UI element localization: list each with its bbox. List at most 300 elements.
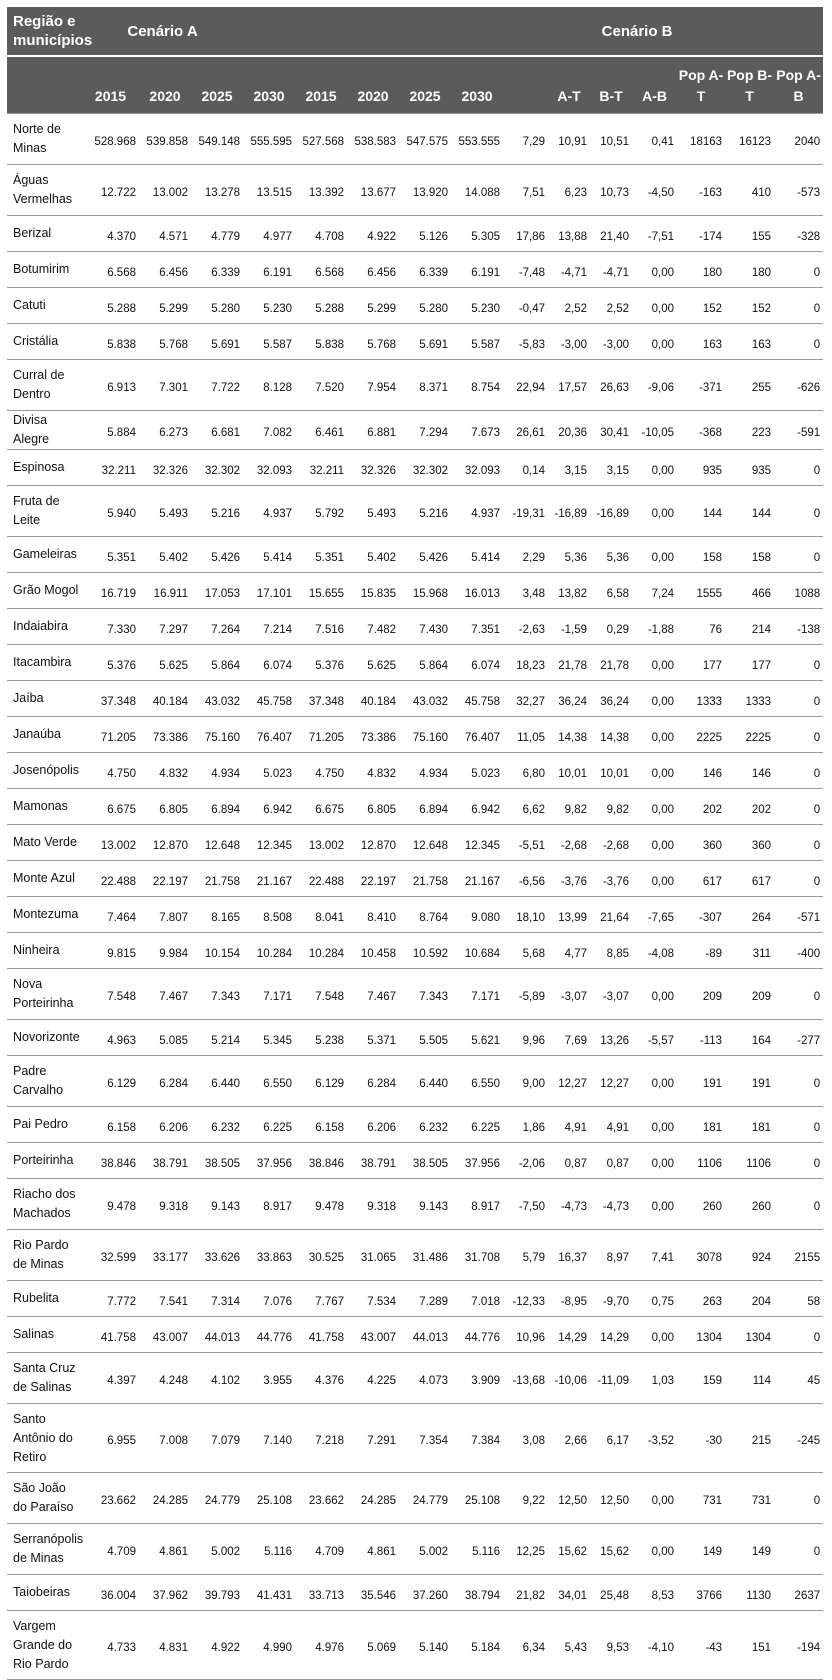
table-cell: 13.002 [139,165,191,216]
table-cell: 4.861 [139,1524,191,1575]
table-cell: 45.758 [451,681,503,717]
table-cell: 4.376 [295,1353,347,1404]
table-cell: 24.285 [347,1473,399,1524]
table-cell: 7.076 [243,1281,295,1317]
table-cell: 6.681 [191,411,243,450]
table-cell: 0 [774,969,823,1020]
table-cell: 410 [725,165,774,216]
table-cell: 164 [725,1020,774,1056]
table-cell: -3,76 [590,861,632,897]
population-table-container [7,7,823,1680]
table-cell: 22.488 [295,861,347,897]
table-cell: 7.351 [451,609,503,645]
table-cell: 14,38 [548,717,590,753]
table-cell: -5,89 [503,969,548,1020]
table-row [7,933,823,969]
table-cell: 20,36 [548,411,590,450]
table-cell: 6.273 [139,411,191,450]
table-cell: 15,62 [590,1524,632,1575]
table-cell: 0,14 [503,450,548,486]
table-cell: -13,68 [503,1353,548,1404]
table-cell: 10.592 [399,933,451,969]
table-cell: 4.370 [82,216,139,252]
table-cell: 7.354 [399,1404,451,1473]
table-cell: 6.955 [82,1404,139,1473]
table-cell: 5.884 [82,411,139,450]
table-cell: 5.345 [243,1020,295,1056]
table-cell: 7.430 [399,609,451,645]
table-cell: 40.184 [347,681,399,717]
table-cell: 5.838 [295,324,347,360]
table-cell: 0 [774,861,823,897]
table-cell: 209 [725,969,774,1020]
table-row [7,1143,823,1179]
table-cell: 9,82 [590,789,632,825]
table-row [7,252,823,288]
table-cell: 5.864 [191,645,243,681]
table-cell: 6,62 [503,789,548,825]
table-cell: 45 [774,1353,823,1404]
table-cell: 4,91 [590,1107,632,1143]
table-cell: 7,69 [548,1020,590,1056]
table-cell: -10,06 [548,1353,590,1404]
table-row [7,1107,823,1143]
table-cell: 555.595 [243,114,295,165]
table-cell: 935 [725,450,774,486]
table-cell: 6.550 [451,1056,503,1107]
table-cell: 7.467 [347,969,399,1020]
table-cell: 75.160 [191,717,243,753]
table-cell: 0,00 [632,450,677,486]
table-cell: 6.456 [347,252,399,288]
table-cell: 21,82 [503,1575,548,1611]
table-cell: 8,97 [590,1230,632,1281]
table-cell: 4.832 [347,753,399,789]
column-header [503,56,548,114]
municipality-name: Monte Azul [7,861,82,897]
table-cell: 13,99 [548,897,590,933]
table-cell: 7.520 [295,360,347,411]
table-cell: 5.402 [347,537,399,573]
table-cell: 5,36 [590,537,632,573]
table-cell: 14.088 [451,165,503,216]
table-cell: 2637 [774,1575,823,1611]
table-cell: 6,34 [503,1611,548,1680]
table-cell: 0 [774,450,823,486]
table-cell: 32,27 [503,681,548,717]
table-cell: 5.230 [451,288,503,324]
table-cell: 7.297 [139,609,191,645]
table-cell: 0,00 [632,861,677,897]
table-cell: 209 [677,969,725,1020]
table-row [7,360,823,411]
table-cell: 18,10 [503,897,548,933]
column-header: 2015 [295,56,347,114]
table-cell: 6.456 [139,252,191,288]
table-cell: 2040 [774,114,823,165]
table-cell: 0 [774,486,823,537]
column-header: B-T [590,56,632,114]
table-cell: 527.568 [295,114,347,165]
table-cell: 3078 [677,1230,725,1281]
table-cell: 4.733 [82,1611,139,1680]
table-cell: 3,48 [503,573,548,609]
table-row [7,1056,823,1107]
table-cell: 21.167 [243,861,295,897]
table-cell: 159 [677,1353,725,1404]
column-header: Pop A-B [774,56,823,114]
table-cell: 6.191 [451,252,503,288]
table-cell: 6.894 [399,789,451,825]
table-cell: 41.431 [243,1575,295,1611]
table-cell: -113 [677,1020,725,1056]
table-cell: 13.278 [191,165,243,216]
table-cell: 0,00 [632,645,677,681]
table-cell: 6.550 [243,1056,295,1107]
table-cell: 151 [725,1611,774,1680]
table-cell: 5.493 [347,486,399,537]
table-cell: 547.575 [399,114,451,165]
municipality-name: Mamonas [7,789,82,825]
municipality-name: Botumirim [7,252,82,288]
table-cell: 5.402 [139,537,191,573]
table-cell: -328 [774,216,823,252]
table-cell: 32.302 [191,450,243,486]
table-body [7,114,823,1680]
table-cell: 6,58 [590,573,632,609]
table-cell: 37.956 [243,1143,295,1179]
table-cell: 2,29 [503,537,548,573]
table-cell: 7.214 [243,609,295,645]
table-cell: 10.684 [451,933,503,969]
table-cell: -163 [677,165,725,216]
table-cell: 6.805 [347,789,399,825]
table-cell: 6,17 [590,1404,632,1473]
column-header: Pop B-T [725,56,774,114]
table-cell: 7.008 [139,1404,191,1473]
table-cell: 0 [774,753,823,789]
table-cell: 5.625 [347,645,399,681]
table-cell: -4,73 [548,1179,590,1230]
table-row [7,1473,823,1524]
municipality-name: Josenópolis [7,753,82,789]
table-cell: 360 [725,825,774,861]
table-cell: 7.264 [191,609,243,645]
table-cell: 7.516 [295,609,347,645]
table-cell: 163 [677,324,725,360]
table-cell: 4.937 [243,486,295,537]
table-cell: 0,00 [632,1056,677,1107]
table-cell: 0 [774,537,823,573]
table-cell: 4.934 [191,753,243,789]
table-cell: 12,27 [590,1056,632,1107]
table-cell: 1304 [677,1317,725,1353]
column-header: 2030 [451,56,503,114]
table-row [7,1575,823,1611]
table-cell: 263 [677,1281,725,1317]
table-cell: 10.284 [243,933,295,969]
table-cell: 0 [774,1056,823,1107]
table-cell: 6.339 [191,252,243,288]
table-cell: 264 [725,897,774,933]
table-cell: 9.318 [139,1179,191,1230]
table-cell: 7,41 [632,1230,677,1281]
municipality-name: Novorizonte [7,1020,82,1056]
table-cell: 5.216 [191,486,243,537]
table-cell: 7.673 [451,411,503,450]
table-row [7,1179,823,1230]
table-cell: 5.493 [139,486,191,537]
table-cell: 32.326 [347,450,399,486]
table-cell: 7.384 [451,1404,503,1473]
table-cell: -16,89 [590,486,632,537]
table-cell: 13.515 [243,165,295,216]
table-row [7,324,823,360]
table-cell: 5.414 [451,537,503,573]
table-cell: 17,86 [503,216,548,252]
table-cell: 24.285 [139,1473,191,1524]
table-cell: 7.314 [191,1281,243,1317]
table-cell: 43.032 [191,681,243,717]
table-cell: 5.376 [295,645,347,681]
table-cell: 5.376 [82,645,139,681]
table-cell: 5.691 [191,324,243,360]
table-cell: -3,07 [590,969,632,1020]
table-cell: 0,00 [632,1179,677,1230]
table-cell: 6.440 [191,1056,243,1107]
table-cell: 17,57 [548,360,590,411]
scenario-b-header: Cenário B [451,7,823,56]
table-cell: -1,88 [632,609,677,645]
table-cell: -9,06 [632,360,677,411]
table-cell: 7.171 [451,969,503,1020]
table-cell: 6.675 [295,789,347,825]
municipality-name: Divisa Alegre [7,411,82,450]
table-cell: 5.299 [139,288,191,324]
table-cell: 8.754 [451,360,503,411]
table-cell: 10.458 [347,933,399,969]
table-cell: 6.191 [243,252,295,288]
column-header: 2015 [82,56,139,114]
table-cell: 7.548 [82,969,139,1020]
table-cell: 12.870 [347,825,399,861]
table-cell: 5.280 [191,288,243,324]
table-cell: 33.626 [191,1230,243,1281]
table-cell: 6.232 [191,1107,243,1143]
table-cell: 7.482 [347,609,399,645]
table-cell: 7.343 [399,969,451,1020]
table-cell: 5.288 [82,288,139,324]
table-cell: 9,82 [548,789,590,825]
municipality-name: Rio Pardo de Minas [7,1230,82,1281]
table-cell: 4.934 [399,753,451,789]
municipality-name: Janaúba [7,717,82,753]
municipality-name: Riacho dos Machados [7,1179,82,1230]
table-cell: 6.225 [243,1107,295,1143]
table-cell: 5,79 [503,1230,548,1281]
table-cell: 6.206 [139,1107,191,1143]
table-cell: 9.478 [82,1179,139,1230]
table-cell: 14,29 [548,1317,590,1353]
table-cell: 4.922 [347,216,399,252]
table-cell: 43.007 [347,1317,399,1353]
table-cell: 7.082 [243,411,295,450]
table-cell: 2,52 [548,288,590,324]
table-cell: 7.548 [295,969,347,1020]
table-cell: 1333 [725,681,774,717]
table-cell: 16.911 [139,573,191,609]
table-cell: 0,00 [632,486,677,537]
table-cell: 37.962 [139,1575,191,1611]
table-cell: -5,57 [632,1020,677,1056]
table-cell: 4,91 [548,1107,590,1143]
table-cell: 6.461 [295,411,347,450]
municipality-name: Espinosa [7,450,82,486]
table-cell: -4,10 [632,1611,677,1680]
table-cell: 5.002 [191,1524,243,1575]
table-cell: -591 [774,411,823,450]
table-cell: 32.211 [82,450,139,486]
table-cell: 5.214 [191,1020,243,1056]
table-cell: -138 [774,609,823,645]
table-cell: -11,09 [590,1353,632,1404]
table-cell: 5.305 [451,216,503,252]
table-cell: 37.956 [451,1143,503,1179]
municipality-name: Santo Antônio do Retiro [7,1404,82,1473]
table-row [7,537,823,573]
table-cell: 177 [725,645,774,681]
table-cell: 4.990 [243,1611,295,1680]
table-cell: 1333 [677,681,725,717]
table-cell: 37.348 [82,681,139,717]
table-cell: 6.881 [347,411,399,450]
municipality-name: Catuti [7,288,82,324]
table-cell: 38.791 [139,1143,191,1179]
table-cell: 5.140 [399,1611,451,1680]
table-row [7,789,823,825]
table-cell: 5.371 [347,1020,399,1056]
column-header: 2030 [243,56,295,114]
table-cell: 3766 [677,1575,725,1611]
table-cell: 44.013 [399,1317,451,1353]
table-cell: 1130 [725,1575,774,1611]
table-cell: -19,31 [503,486,548,537]
table-cell: 4.937 [451,486,503,537]
table-cell: 260 [725,1179,774,1230]
table-cell: -6,56 [503,861,548,897]
table-cell: 0 [774,1473,823,1524]
table-cell: 44.776 [243,1317,295,1353]
table-cell: 26,61 [503,411,548,450]
table-cell: 7.467 [139,969,191,1020]
table-cell: 0,00 [632,753,677,789]
table-cell: 38.505 [191,1143,243,1179]
table-cell: 202 [725,789,774,825]
table-cell: 5,43 [548,1611,590,1680]
column-header: A-B [632,56,677,114]
table-cell: 14,38 [590,717,632,753]
table-cell: 311 [725,933,774,969]
table-cell: 0,00 [632,537,677,573]
table-cell: 6.913 [82,360,139,411]
table-cell: 5.288 [295,288,347,324]
table-cell: 5.299 [347,288,399,324]
table-cell: 76.407 [451,717,503,753]
table-cell: 3,15 [590,450,632,486]
table-row [7,288,823,324]
table-cell: 1106 [725,1143,774,1179]
table-cell: 6.339 [399,252,451,288]
table-cell: 180 [677,252,725,288]
table-cell: 6.805 [139,789,191,825]
table-cell: -307 [677,897,725,933]
table-cell: 6.225 [451,1107,503,1143]
table-cell: -3,07 [548,969,590,1020]
table-cell: 38.794 [451,1575,503,1611]
table-cell: 539.858 [139,114,191,165]
table-cell: 2,66 [548,1404,590,1473]
table-cell: 4.963 [82,1020,139,1056]
table-cell: 34,01 [548,1575,590,1611]
table-cell: 7.464 [82,897,139,933]
table-cell: 41.758 [295,1317,347,1353]
table-cell: 5.625 [139,645,191,681]
table-cell: 6.074 [451,645,503,681]
table-cell: 215 [725,1404,774,1473]
table-cell: -2,68 [548,825,590,861]
table-cell: 26,63 [590,360,632,411]
table-cell: 0 [774,717,823,753]
table-cell: 76.407 [243,717,295,753]
table-cell: 33.713 [295,1575,347,1611]
table-row [7,717,823,753]
table-cell: -2,06 [503,1143,548,1179]
table-cell: 38.791 [347,1143,399,1179]
table-cell: -3,52 [632,1404,677,1473]
table-cell: 6.284 [139,1056,191,1107]
table-cell: 4.709 [82,1524,139,1575]
table-cell: 5,36 [548,537,590,573]
table-cell: 7,24 [632,573,677,609]
table-cell: 4.922 [191,1611,243,1680]
table-cell: 181 [677,1107,725,1143]
table-cell: 9.143 [191,1179,243,1230]
table-cell: 5.426 [399,537,451,573]
municipality-name: Padre Carvalho [7,1056,82,1107]
table-cell: 7.767 [295,1281,347,1317]
table-cell: 7.218 [295,1404,347,1473]
table-cell: 21.167 [451,861,503,897]
table-cell: 32.326 [139,450,191,486]
table-row [7,1281,823,1317]
table-cell: 4.750 [295,753,347,789]
column-header: Pop A-T [677,56,725,114]
municipality-name: Vargem Grande do Rio Pardo [7,1611,82,1680]
table-cell: 3.955 [243,1353,295,1404]
column-header: 2025 [399,56,451,114]
table-cell: -1,59 [548,609,590,645]
table-cell: 14,29 [590,1317,632,1353]
municipality-name: Taiobeiras [7,1575,82,1611]
table-cell: -400 [774,933,823,969]
table-cell: 12.648 [191,825,243,861]
table-cell: 7.294 [399,411,451,450]
table-cell: 8.041 [295,897,347,933]
table-cell: 32.599 [82,1230,139,1281]
table-cell: 4.832 [139,753,191,789]
table-cell: 0,00 [632,1524,677,1575]
table-cell: -573 [774,165,823,216]
